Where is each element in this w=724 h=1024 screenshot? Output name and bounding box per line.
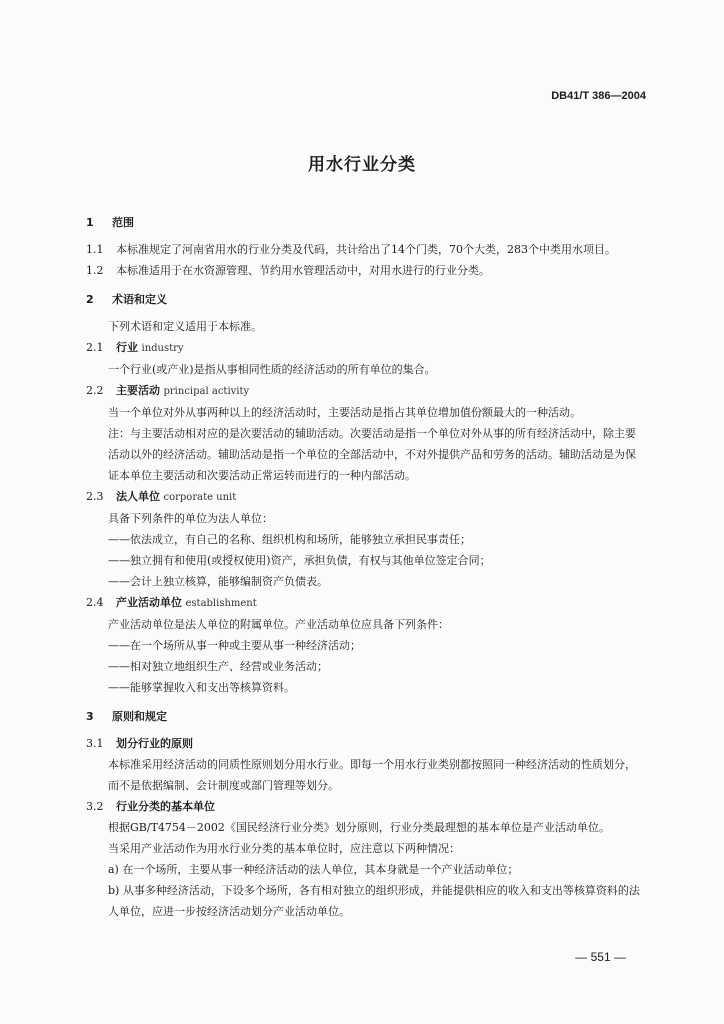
clause-2-2-definition: 当一个单位对外从事两种以上的经济活动时，主要活动是指占其单位增加值份额最大的一种活动。 (108, 406, 581, 419)
clause-3-2-heading: 3.2 行业分类的基本单位 (86, 800, 215, 813)
standard-code: DB41/T 386—2004 (551, 90, 646, 102)
clause-1-2: 1.2 本标准适用于在水资源管理、节约用水管理活动中，对用水进行的行业分类。 (86, 264, 490, 277)
section-2-heading: 2 术语和定义 (86, 293, 167, 306)
page-number: — 551 — (575, 950, 626, 964)
document-body (86, 204, 646, 922)
section-3-heading: 3 原则和规定 (86, 710, 167, 723)
clause-2-4-item: ——能够掌握收入和支出等核算资料。 (108, 681, 295, 694)
clause-3-1-text: 本标准采用经济活动的同质性原则划分用水行业。即每一个用水行业类别都按照同一种经济活动的性质划分，而不是依据编制、会计制度或部门管理等划分。 (108, 758, 636, 792)
clause-2-1-heading: 2.1 行业 industry (86, 341, 184, 354)
clause-2-2-heading: 2.2 主要活动 principal activity (86, 384, 250, 397)
clause-2-3-intro: 具备下列条件的单位为法人单位： (108, 512, 273, 525)
clause-2-2-note: 注：与主要活动相对应的是次要活动的辅助活动。次要活动是指一个单位对外从事的所有经济活动中，除主要活动以外的经济活动。辅助活动是指一个单位的全部活动中，不对外提供产品和劳务的活动。辅助活动是为保证本单位主要活动和次要活动正常运转而进行的一种内部活动。 (108, 427, 636, 482)
clause-2-4-intro: 产业活动单位是法人单位的附属单位。产业活动单位应具备下列条件： (108, 618, 449, 631)
clause-3-2-text: 根据GB/T4754－2002《国民经济行业分类》划分原则，行业分类最理想的基本单位是产业活动单位。 (108, 821, 610, 834)
clause-3-2-item-a: a) 在一个场所，主要从事一种经济活动的法人单位，其本身就是一个产业活动单位； (108, 863, 519, 876)
document-title: 用水行业分类 (308, 155, 416, 175)
clause-2-3-heading: 2.3 法人单位 corporate unit (86, 490, 237, 503)
clause-1-1: 1.1 本标准规定了河南省用水的行业分类及代码，共计给出了14个门类，70个大类，283个中类用水项目。 (86, 243, 616, 256)
clause-2-4-item: ——相对独立地组织生产、经营或业务活动； (108, 660, 328, 673)
clause-2-4-item: ——在一个场所从事一种或主要从事一种经济活动； (108, 639, 361, 652)
clause-2-1-definition: 一个行业(或产业)是指从事相同性质的经济活动的所有单位的集合。 (108, 363, 436, 376)
clause-2-3-item: ——会计上独立核算，能够编制资产负债表。 (108, 575, 328, 588)
clause-2-4-heading: 2.4 产业活动单位 establishment (86, 596, 257, 609)
clause-3-2-text2: 当采用产业活动作为用水行业分类的基本单位时，应注意以下两种情况： (108, 842, 460, 855)
section-2-intro: 下列术语和定义适用于本标准。 (108, 320, 262, 333)
clause-3-2-item-b: b) 从事多种经济活动，下设多个场所，各有相对独立的组织形成，并能提供相应的收入和支出等核算资料的法人单位，应进一步按经济活动划分产业活动单位。 (108, 884, 640, 918)
clause-2-3-item: ——独立拥有和使用(或授权使用)资产，承担负债，有权与其他单位签定合同； (108, 554, 491, 567)
section-1-heading: 1 范围 (86, 216, 134, 229)
clause-3-1-heading: 3.1 划分行业的原则 (86, 737, 193, 750)
clause-2-3-item: ——依法成立，有自己的名称、组织机构和场所，能够独立承担民事责任； (108, 533, 471, 546)
